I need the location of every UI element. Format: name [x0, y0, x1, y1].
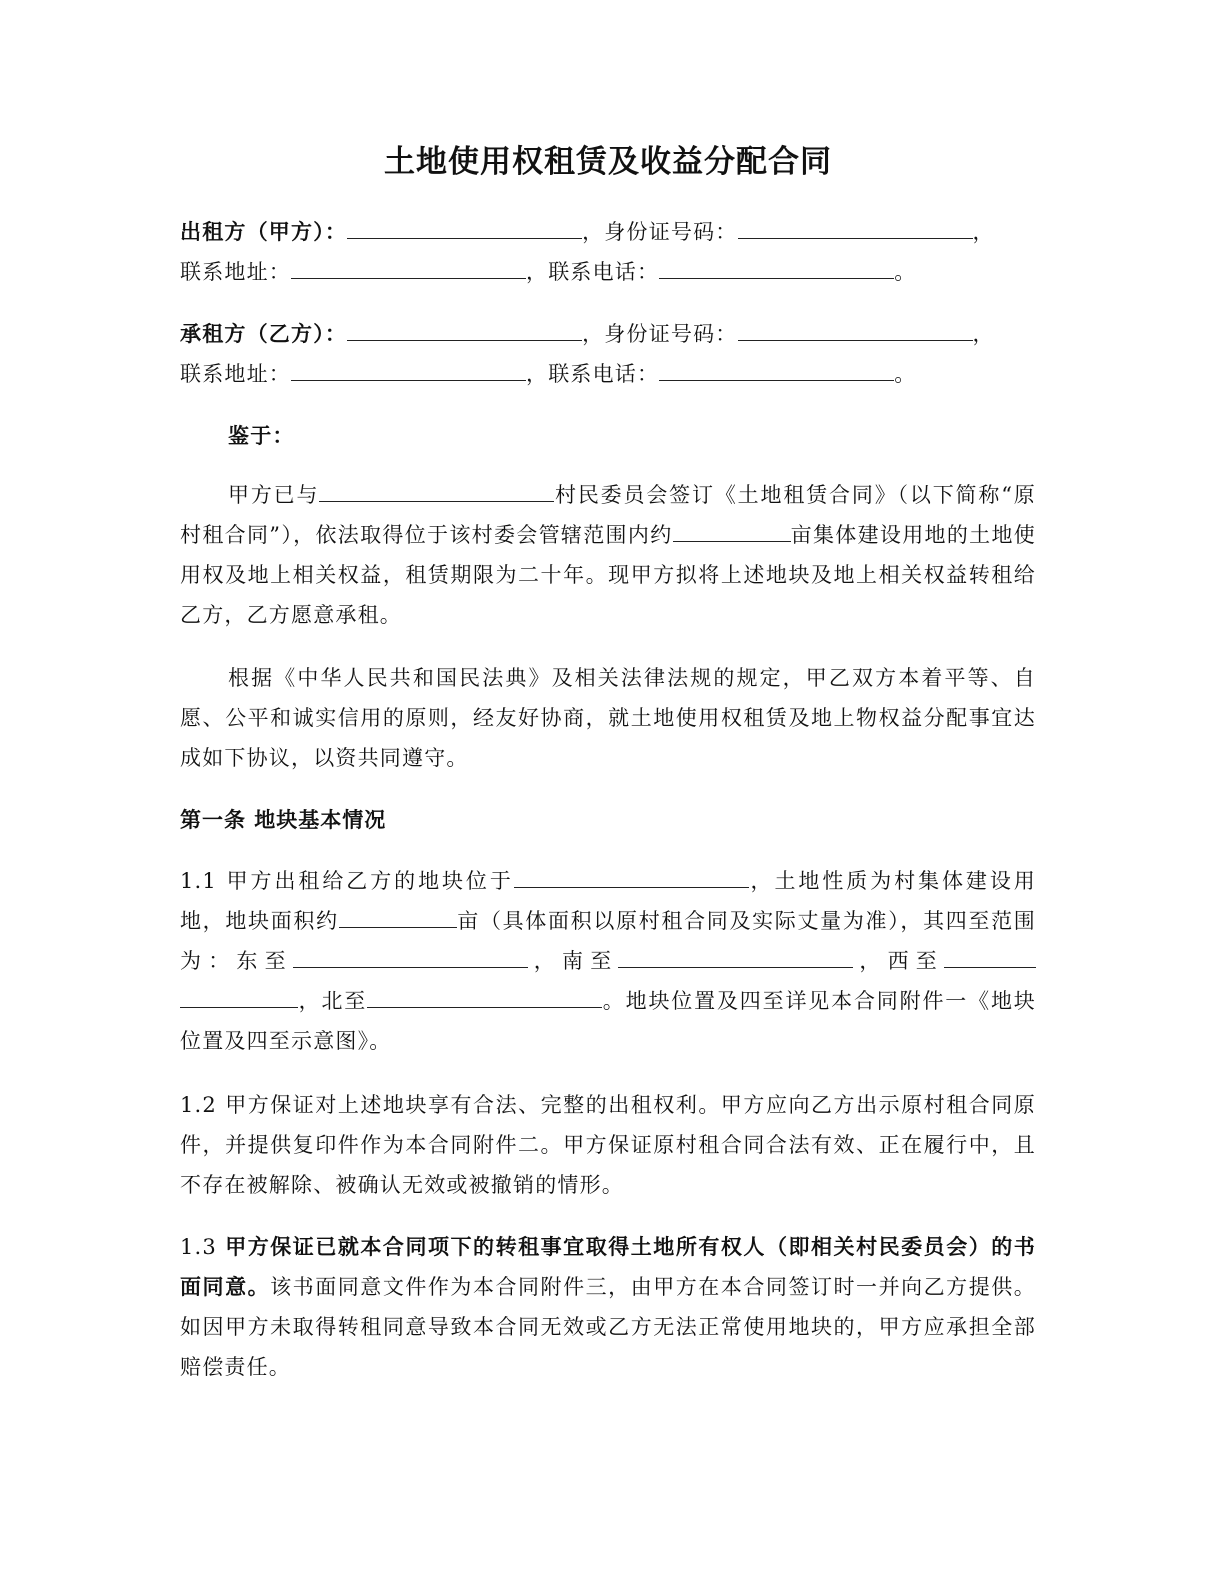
lessee-colon: ：	[324, 321, 348, 346]
area-blank	[673, 515, 791, 542]
clause-1-2: 1.2 甲方保证对上述地块享有合法、完整的出租权利。甲方应向乙方出示原村租合同原件，并提供复印件作为本合同附件二。甲方保证原村租合同合法有效、正在履行中，且不存在被解除、被确认无效或被撤销的情形。	[180, 1093, 1036, 1197]
clause-1-1-a: 甲方出租给乙方的地块位于	[226, 869, 514, 893]
article-1-heading: 第一条 地块基本情况	[180, 807, 387, 832]
lessor-block	[180, 212, 1036, 292]
lessee-id-label: ，身份证号码：	[582, 322, 738, 346]
lessor-end2: 。	[894, 260, 917, 284]
west-boundary-blank-2	[180, 981, 298, 1008]
lessee-name-blank	[347, 314, 582, 341]
recital-paragraph-1	[180, 475, 1036, 635]
lessee-address-blank	[291, 354, 526, 381]
clause-1-3-bold: 甲方保证已就本合同项下的转租事宜取得土地所有权人（即相关村民委员会）的书面同意。	[180, 1234, 1037, 1299]
lessor-id-label: ，身份证号码：	[582, 220, 738, 244]
lessee-phone-blank	[659, 354, 894, 381]
clause-1-1	[180, 861, 1036, 1061]
lessor-label: 出租方（甲方）	[180, 219, 325, 244]
clause-1-3-rest: 该书面同意文件作为本合同附件三，由甲方在本合同签订时一并向乙方提供。如因甲方未取得转租同意导致本合同无效或乙方无法正常使用地块的，甲方应承担全部赔偿责任。	[180, 1275, 1036, 1379]
lessee-id-blank	[738, 314, 973, 341]
lessor-address-label: 联系地址：	[180, 260, 291, 284]
lessor-phone-blank	[659, 252, 894, 279]
east-boundary-blank	[293, 941, 528, 968]
north-boundary-blank	[367, 981, 602, 1008]
lessor-colon: ：	[324, 219, 348, 244]
lessor-id-blank	[738, 212, 973, 239]
lessee-label: 承租方（乙方）	[180, 321, 325, 346]
location-blank	[514, 861, 749, 888]
lessor-address-blank	[291, 252, 526, 279]
clause-1-1-c: 亩（具体面积以原村租合同及实际丈量为准），其四至范围为：东至	[180, 909, 1036, 973]
clause-1-1-b: ，土地性质为村集体建设用地，地块面积约	[180, 869, 1037, 933]
clause-1-1-d: ，南至	[527, 949, 619, 973]
recital-1-part1: 甲方已与	[228, 483, 320, 507]
clause-1-1-num: 1.1	[180, 869, 227, 893]
lessee-address-label: 联系地址：	[180, 362, 291, 386]
lessee-phone-label: ，联系电话：	[526, 362, 660, 386]
recital-paragraph-2: 根据《中华人民共和国民法典》及相关法律法规的规定，甲乙双方本着平等、自愿、公平和诚实信用的原则，经友好协商，就土地使用权租赁及地上物权益分配事宜达成如下协议，以资共同遵守。	[180, 666, 1036, 770]
clause-1-3	[180, 1227, 1036, 1387]
village-blank	[319, 475, 554, 502]
clause-1-1-f: ，北至	[298, 989, 368, 1013]
lessor-name-blank	[347, 212, 582, 239]
lessor-phone-label: ，联系电话：	[526, 260, 660, 284]
west-boundary-blank-1	[944, 941, 1036, 968]
recital-1-part2: 村民委员会签订《土地租赁合同》（以下简称“原村租合同”），依法取得位于该村委会管辖范围内约	[180, 483, 1036, 547]
clause-1-1-g: 。地块位置及四至详见本合同附件一《地块位置及四至示意图》。	[180, 989, 1036, 1053]
whereas-heading: 鉴于：	[228, 423, 295, 448]
clause-1-3-num: 1.3	[180, 1235, 226, 1259]
lessee-end1: ，	[972, 322, 995, 346]
clause-1-1-e: ，西至	[853, 949, 944, 973]
south-boundary-blank	[618, 941, 853, 968]
recital-1-part3: 亩集体建设用地的土地使用权及地上相关权益，租赁期限为二十年。现甲方拟将上述地块及地上相关权益转租给乙方，乙方愿意承租。	[180, 523, 1036, 627]
document-title: 土地使用权租赁及收益分配合同	[384, 144, 832, 180]
lessor-end1: ，	[972, 220, 995, 244]
plot-area-blank	[339, 901, 457, 928]
lessee-end2: 。	[894, 362, 917, 386]
lessee-block	[180, 314, 1036, 394]
